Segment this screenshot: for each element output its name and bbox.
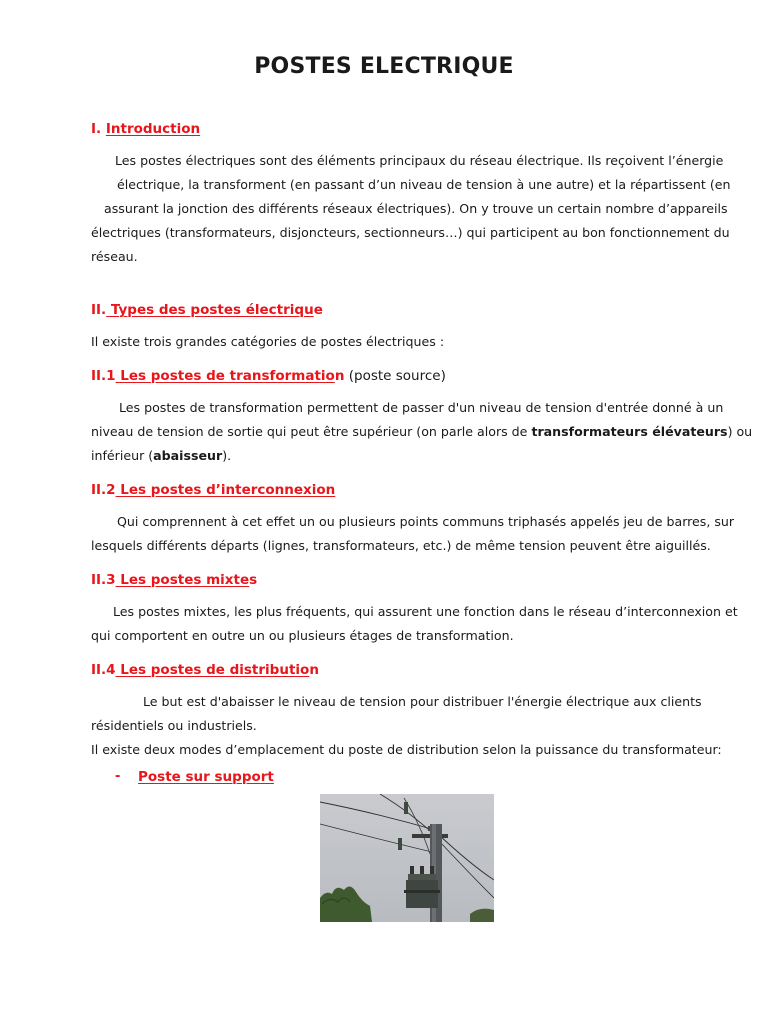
- section-label: Les postes de distributio: [115, 662, 310, 678]
- section-label-end: n: [309, 662, 319, 678]
- section-number: II.3: [91, 572, 116, 588]
- section-number: II.1: [91, 368, 116, 384]
- bullet-heading-poste-sur-support: [138, 769, 274, 785]
- section-label: Introduction: [105, 121, 201, 137]
- distribution-line-1: Le but est d'abaisser le niveau de tension pour distribuer l'énergie électrique aux clients: [143, 694, 702, 709]
- section-label: Les postes de transformatio: [115, 368, 335, 384]
- section-label: Les postes d’interconnexion: [115, 482, 336, 498]
- intro-line-1: Les postes électriques sont des éléments principaux du réseau électrique. Ils reçoivent l’énergie: [115, 153, 724, 168]
- text-run: inférieur (: [91, 448, 154, 463]
- mixtes-line-2: qui comportent en outre un ou plusieurs étages de transformation.: [91, 628, 514, 643]
- interconnexion-line-1: Qui comprennent à cet effet un ou plusieurs points communs triphasés appelés jeu de barres, sur: [117, 514, 735, 529]
- bullet-label: Poste sur support: [138, 769, 274, 785]
- section-number: I.: [91, 121, 106, 137]
- bold-term: transformateurs élévateurs: [531, 424, 728, 439]
- section-label-paren: (poste source): [344, 368, 446, 384]
- mixtes-line-1: Les postes mixtes, les plus fréquents, qui assurent une fonction dans le réseau d’interconnexion et: [113, 604, 738, 619]
- section-heading-mixtes: [91, 572, 257, 588]
- transformation-line-2: [91, 424, 752, 439]
- distribution-line-3: Il existe deux modes d’emplacement du poste de distribution selon la puissance du transformateur:: [91, 742, 722, 757]
- section-heading-types: [91, 302, 323, 318]
- distribution-line-2: résidentiels ou industriels.: [91, 718, 257, 733]
- section-heading-interconnexion: [91, 482, 335, 498]
- section-number: II.: [91, 302, 107, 318]
- text-run: ) ou: [727, 424, 753, 439]
- text-run: ).: [222, 448, 232, 463]
- section-label: Types des postes électriqu: [106, 302, 314, 318]
- section-heading-distribution: [91, 662, 319, 678]
- section-number: II.4: [91, 662, 116, 678]
- interconnexion-line-2: lesquels différents départs (lignes, transformateurs, etc.) de même tension peuvent être aiguillés.: [91, 538, 711, 553]
- section-label: Les postes mixte: [115, 572, 250, 588]
- section-label-end: n: [334, 368, 345, 384]
- text-run: niveau de tension de sortie qui peut être supérieur (on parle alors de: [91, 424, 532, 439]
- intro-line-5: réseau.: [91, 249, 138, 264]
- intro-line-4: électriques (transformateurs, disjoncteurs, sectionneurs…) qui participent au bon fonctionnement du: [91, 225, 730, 240]
- transformation-line-1: Les postes de transformation permettent de passer d'un niveau de tension d'entrée donné à un: [119, 400, 724, 415]
- transformation-line-3: [91, 448, 231, 463]
- document-title: POSTES ELECTRIQUE: [254, 54, 514, 79]
- section-number: II.2: [91, 482, 116, 498]
- bullet-marker: -: [115, 769, 121, 784]
- section-heading-transformation: [91, 368, 446, 384]
- section-label-end: e: [313, 302, 323, 318]
- section-label-end: s: [249, 572, 258, 588]
- intro-line-2: électrique, la transforment (en passant d’un niveau de tension à une autre) et la répartissent (en: [117, 177, 731, 192]
- intro-line-3: assurant la jonction des différents réseaux électriques). On y trouve un certain nombre d’appareils: [104, 201, 728, 216]
- bold-term: abaisseur: [153, 448, 223, 463]
- types-intro: Il existe trois grandes catégories de postes électriques :: [91, 334, 445, 349]
- section-heading-introduction: [91, 121, 200, 137]
- pole-transformer-photo: [320, 794, 494, 922]
